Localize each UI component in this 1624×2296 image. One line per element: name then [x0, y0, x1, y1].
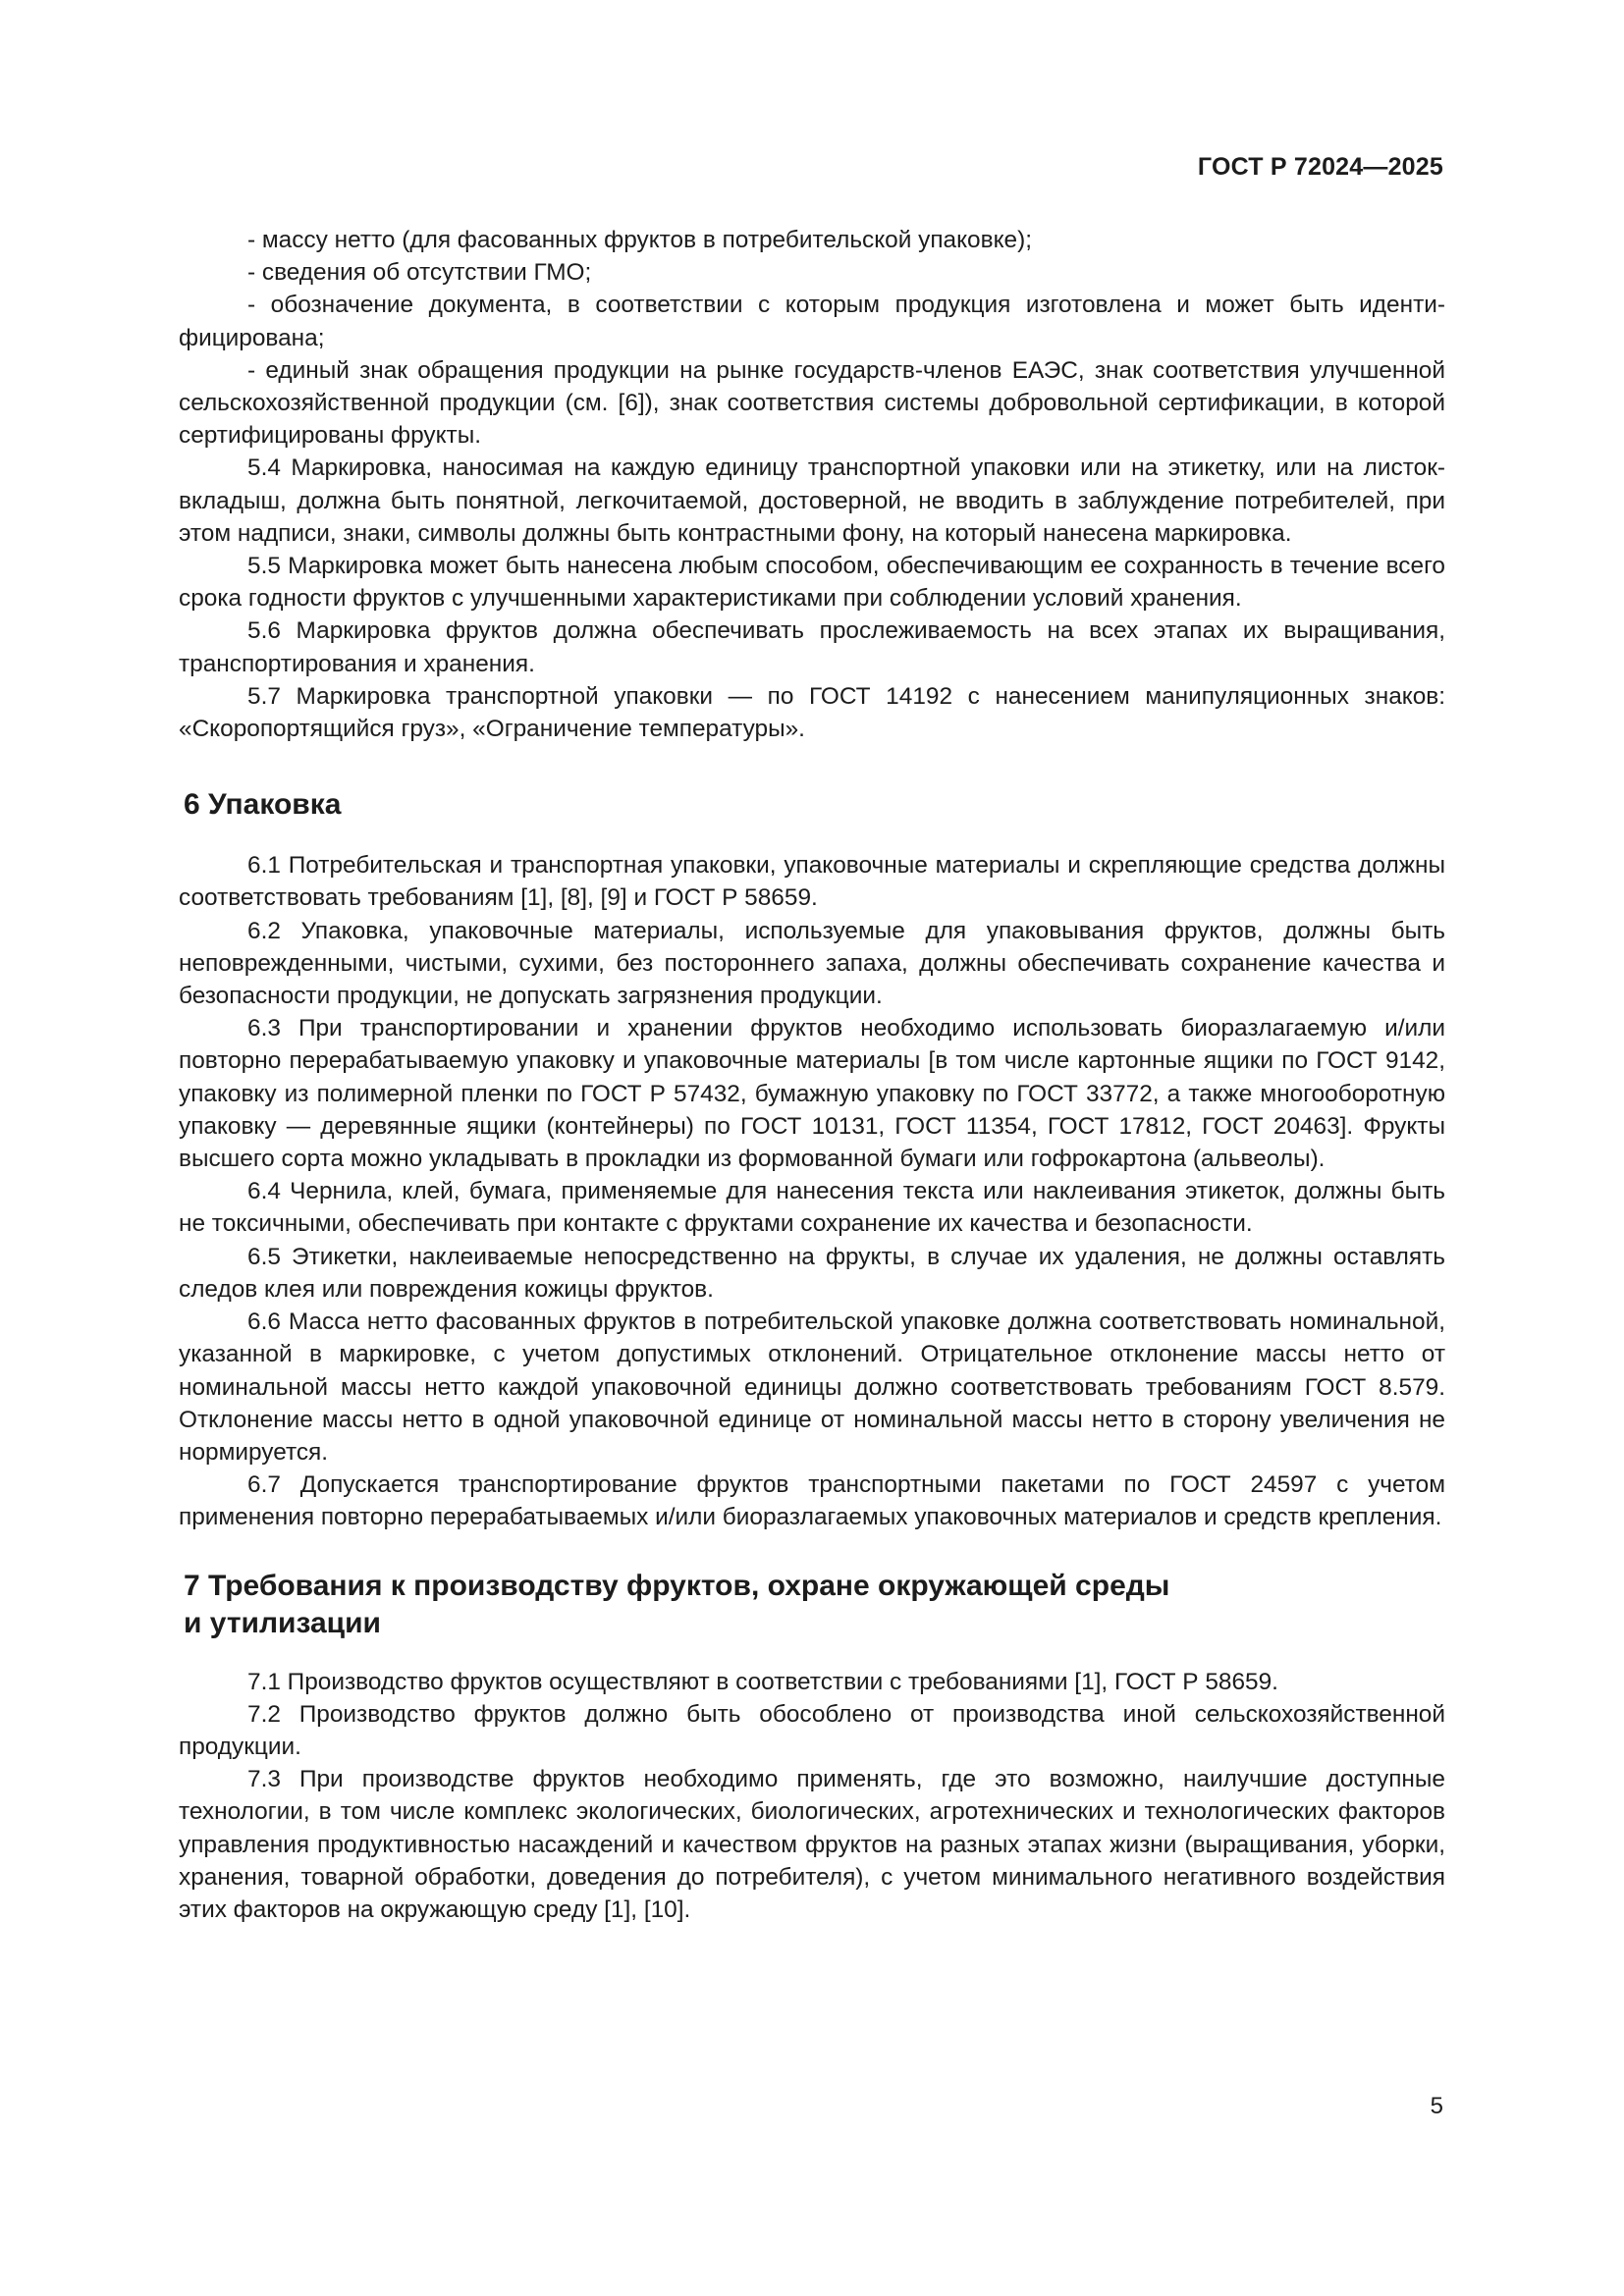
list-item-net-mass: - массу нетто (для фасованных фруктов в потребительской упаковке);: [247, 227, 1032, 253]
paragraph-6-4: 6.4 Чернила, клей, бумага, применяемые для нанесения текста или наклеивания этикеток, должны быть не токсичными, обеспечивать при контакте с фруктами сохранение их качества и безопасности.: [179, 1178, 1445, 1238]
paragraph-5-7: 5.7 Маркировка транспортной упаковки — по ГОСТ 14192 с нанесением манипуляционных знаков: «Скоропортящийся груз», «Ограничение температуры».: [179, 682, 1445, 743]
paragraph-6-7: 6.7 Допускается транспортирование фруктов транспортными пакетами по ГОСТ 24597 с учетом применения повторно перерабатываемых и/или биоразлагаемых упаковочных материалов и средств крепления.: [179, 1471, 1445, 1531]
section-7-heading-line-1: 7 Требования к производству фруктов, охране окружающей среды: [184, 1569, 1170, 1602]
paragraph-7-2: 7.2 Производство фруктов должно быть обособлено от производства иной сельскохозяйственной продукции.: [179, 1700, 1445, 1760]
paragraph-5-6: 5.6 Маркировка фруктов должна обеспечивать прослеживаемость на всех этапах их выращивания, транспортирования и хранения.: [179, 617, 1445, 677]
list-item-conformity-marks: - единый знак обращения продукции на рынке государств-членов ЕАЭС, знак соответствия улучшенной сельскохозяйственной продукции (см. [6]), знак соответствия системы добровольной сертификации, в которой сертифицированы фрукты.: [179, 356, 1445, 450]
paragraph-7-3: 7.3 При производстве фруктов необходимо применять, где это возможно, наилучшие доступные технологии, в том числе комплекс экологических, биологических, агротехнических и технологических факторов управления продуктивностью насаждений и качеством фруктов на разных этапах жизни (выращивания, уборки, хранения, товарной обработки, доведения до потребителя), с учетом минимального негативного воздействия этих факторов на окружающую среду [1], [10].: [179, 1766, 1445, 1923]
section-7-heading-line-2: и утилизации: [184, 1606, 381, 1639]
document-header-id: ГОСТ Р 72024—2025: [1197, 153, 1443, 181]
paragraph-6-1: 6.1 Потребительская и транспортная упаковки, упаковочные материалы и скрепляющие средства должны соответствовать требованиям [1], [8], [9] и ГОСТ Р 58659.: [179, 852, 1445, 912]
paragraph-7-1: 7.1 Производство фруктов осуществляют в соответствии с требованиями [1], ГОСТ Р 58659.: [247, 1668, 1278, 1695]
paragraph-5-5: 5.5 Маркировка может быть нанесена любым способом, обеспечивающим ее сохранность в течение всего срока годности фруктов с улучшенными характеристиками при соблюдении условий хранения.: [179, 553, 1445, 613]
paragraph-6-6: 6.6 Масса нетто фасованных фруктов в потребительской упаковке должна соответствовать номинальной, указанной в маркировке, с учетом допустимых отклонений. Отрицательное отклонение массы нетто от номинальной массы нетто каждой упаковочной единицы должно соответствовать требованиям ГОСТ 8.579. Отклонение массы нетто в одной упаковочной единице от номинальной массы нетто в сторону увеличения не нормируется.: [179, 1308, 1445, 1466]
paragraph-5-4: 5.4 Маркировка, наносимая на каждую единицу транспортной упаковки или на этикетку, или на листок-вкладыш, должна быть понятной, легкочитаемой, достоверной, не вводить в заблуждение потребителей, при этом надписи, знаки, символы должны быть контрастными фону, на который нанесена маркировка.: [179, 454, 1445, 547]
section-7-heading: [179, 1568, 1445, 1642]
paragraph-6-3: 6.3 При транспортировании и хранении фруктов необходимо использовать биоразлагаемую и/или повторно перерабатываемую упаковку и упаковочные материалы [в том числе картонные ящики по ГОСТ 9142, упаковку из полимерной пленки по ГОСТ Р 57432, бумажную упаковку по ГОСТ 33772, а также многооборотную упаковку — деревянные ящики (контейнеры) по ГОСТ 10131, ГОСТ 11354, ГОСТ 17812, ГОСТ 20463]. Фрукты высшего сорта можно укладывать в прокладки из формованной бумаги или гофрокартона (альвеолы).: [179, 1015, 1445, 1173]
list-item-gmo: - сведения об отсутствии ГМО;: [247, 259, 592, 287]
paragraph-6-2: 6.2 Упаковка, упаковочные материалы, используемые для упаковывания фруктов, должны быть неповрежденными, чистыми, сухими, без постороннего запаха, должны обеспечивать сохранение качества и безопасности продукции, не допускать загрязнения продукции.: [179, 917, 1445, 1010]
section-6-heading: 6 Упаковка: [184, 788, 342, 822]
page-content: [179, 224, 1445, 1926]
page-number: 5: [1430, 2093, 1443, 2119]
paragraph-6-5: 6.5 Этикетки, наклеиваемые непосредственно на фрукты, в случае их удаления, не должны оставлять следов клея или повреждения кожицы фруктов.: [179, 1243, 1445, 1303]
list-item-document-designation: - обозначение документа, в соответствии с которым продукция изготовлена и может быть идентифицирована;: [179, 292, 1445, 351]
